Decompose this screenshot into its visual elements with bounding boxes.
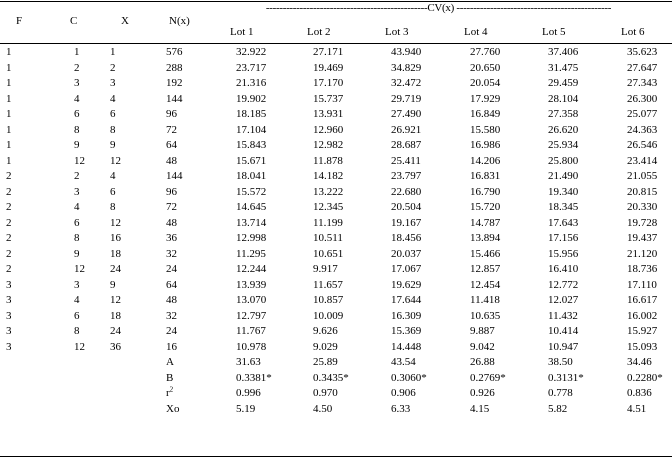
table-row xyxy=(0,231,672,247)
cell-n: 48 xyxy=(166,154,177,167)
cell-n: 32 xyxy=(166,247,177,260)
cell-f: 3 xyxy=(6,325,12,337)
cell-lot-3: 27.490 xyxy=(391,108,422,120)
cell-lot-4: 16.790 xyxy=(470,185,501,198)
cell-lot-5: 17.156 xyxy=(548,232,579,244)
cell-x: 3 xyxy=(110,77,116,89)
summary-label-text: B xyxy=(166,371,174,384)
summary-lot-4: 0.2769* xyxy=(470,371,506,384)
summary-lot-3: 0.3060* xyxy=(391,371,427,384)
cell-lot-5: 25.800 xyxy=(548,154,579,167)
cell-lot-5: 16.410 xyxy=(548,263,579,275)
table-row xyxy=(0,278,672,294)
cell-f: 1 xyxy=(6,92,12,105)
cell-f: 2 xyxy=(6,216,12,229)
cell-c: 12 xyxy=(74,263,85,275)
summary-label-text: Xo xyxy=(166,402,180,415)
cell-lot-4: 14.206 xyxy=(470,154,501,167)
cell-lot-5: 10.947 xyxy=(548,340,579,353)
cell-lot-3: 19.629 xyxy=(391,278,422,291)
cell-lot-2: 9.029 xyxy=(313,340,338,353)
cell-lot-4: 15.466 xyxy=(470,247,501,260)
cell-f: 2 xyxy=(6,185,12,198)
cell-lot-6: 20.330 xyxy=(627,201,658,213)
cell-f: 1 xyxy=(6,46,12,58)
table-row xyxy=(0,262,672,278)
cell-lot-4: 13.894 xyxy=(470,232,501,244)
cell-lot-1: 15.572 xyxy=(236,185,267,198)
cv-table xyxy=(0,45,672,417)
cell-lot-5: 18.345 xyxy=(548,201,579,213)
cell-n: 144 xyxy=(166,92,183,105)
header-lot-5: Lot 5 xyxy=(542,26,566,38)
header-c: C xyxy=(70,15,78,27)
cell-lot-2: 12.960 xyxy=(313,123,344,136)
cell-lot-3: 17.067 xyxy=(391,263,422,275)
empty-cell xyxy=(104,386,166,402)
cell-lot-6: 18.736 xyxy=(627,263,658,275)
table-row xyxy=(0,138,672,154)
cell-lot-1: 32.922 xyxy=(236,46,267,58)
cell-f: 1 xyxy=(6,154,12,167)
cell-c: 12 xyxy=(74,340,85,353)
cell-lot-4: 14.787 xyxy=(470,216,501,229)
cell-x: 16 xyxy=(110,232,121,244)
cell-lot-6: 21.055 xyxy=(627,170,658,182)
cell-f: 2 xyxy=(6,263,12,275)
cell-lot-4: 16.831 xyxy=(470,170,501,182)
empty-cell xyxy=(0,371,68,387)
cell-x: 8 xyxy=(110,201,116,213)
cell-n: 36 xyxy=(166,232,177,244)
cell-lot-6: 21.120 xyxy=(627,247,658,260)
cell-lot-6: 16.617 xyxy=(627,294,658,306)
cell-lot-4: 27.760 xyxy=(470,46,501,58)
summary-lot-6: 4.51 xyxy=(627,402,647,415)
empty-cell xyxy=(68,386,104,402)
cell-lot-3: 17.644 xyxy=(391,294,422,306)
cell-lot-1: 12.244 xyxy=(236,263,267,275)
cell-lot-1: 18.041 xyxy=(236,170,267,182)
cell-lot-1: 14.645 xyxy=(236,201,267,213)
cell-c: 4 xyxy=(74,201,80,213)
cell-lot-4: 10.635 xyxy=(470,309,501,322)
cell-lot-1: 23.717 xyxy=(236,61,267,74)
cell-lot-6: 20.815 xyxy=(627,185,658,198)
cell-f: 1 xyxy=(6,108,12,120)
cell-f: 2 xyxy=(6,247,12,260)
empty-cell xyxy=(0,355,68,371)
summary-lot-2: 0.970 xyxy=(313,387,338,399)
cell-n: 192 xyxy=(166,77,183,89)
cell-n: 144 xyxy=(166,170,183,182)
summary-lot-4: 4.15 xyxy=(470,402,490,415)
cell-lot-2: 12.982 xyxy=(313,139,344,151)
cell-x: 4 xyxy=(110,92,116,105)
summary-label-text: r xyxy=(166,387,170,399)
cell-x: 12 xyxy=(110,154,121,167)
cell-lot-4: 20.054 xyxy=(470,77,501,89)
table-row xyxy=(0,309,672,325)
cell-lot-2: 10.009 xyxy=(313,309,344,322)
summary-label-text: A xyxy=(166,356,174,368)
cell-c: 6 xyxy=(74,309,80,322)
summary-lot-1: 5.19 xyxy=(236,402,256,415)
table-row xyxy=(0,324,672,340)
cell-lot-6: 24.363 xyxy=(627,123,658,136)
summary-lot-3: 0.906 xyxy=(391,387,416,399)
cell-lot-4: 9.887 xyxy=(470,325,495,337)
cell-lot-2: 10.511 xyxy=(313,232,343,244)
cell-lot-3: 14.448 xyxy=(391,340,422,353)
cell-lot-4: 11.418 xyxy=(470,294,500,306)
summary-lot-1: 31.63 xyxy=(236,356,261,368)
cell-lot-5: 15.956 xyxy=(548,247,579,260)
summary-lot-5: 5.82 xyxy=(548,402,568,415)
cell-c: 8 xyxy=(74,123,80,136)
cell-x: 9 xyxy=(110,139,116,151)
cell-lot-1: 13.714 xyxy=(236,216,267,229)
cell-x: 12 xyxy=(110,216,121,229)
cell-lot-3: 23.797 xyxy=(391,170,422,182)
cell-lot-6: 26.300 xyxy=(627,92,658,105)
cell-lot-5: 28.104 xyxy=(548,92,579,105)
cell-lot-2: 14.182 xyxy=(313,170,344,182)
cell-lot-4: 16.986 xyxy=(470,139,501,151)
cell-lot-4: 15.580 xyxy=(470,123,501,136)
cell-lot-5: 17.643 xyxy=(548,216,579,229)
summary-lot-1: 0.996 xyxy=(236,387,261,399)
cell-lot-3: 34.829 xyxy=(391,61,422,74)
cell-lot-6: 17.110 xyxy=(627,278,657,291)
cell-lot-1: 13.070 xyxy=(236,294,267,306)
cell-n: 24 xyxy=(166,263,177,275)
header-lot-4: Lot 4 xyxy=(464,26,488,38)
cell-lot-2: 11.199 xyxy=(313,216,343,229)
cell-lot-3: 19.167 xyxy=(391,216,422,229)
cell-lot-2: 10.651 xyxy=(313,247,344,260)
cell-lot-5: 10.414 xyxy=(548,325,579,337)
cell-lot-3: 43.940 xyxy=(391,46,422,58)
cell-lot-6: 15.093 xyxy=(627,340,658,353)
cell-x: 4 xyxy=(110,170,116,182)
table-row xyxy=(0,200,672,216)
cell-c: 2 xyxy=(74,170,80,182)
summary-lot-4: 26.88 xyxy=(470,356,495,368)
cell-lot-4: 9.042 xyxy=(470,340,495,353)
cell-lot-2: 17.170 xyxy=(313,77,344,89)
header-n: N(x) xyxy=(169,15,190,27)
cell-lot-4: 12.857 xyxy=(470,263,501,275)
table-row xyxy=(0,247,672,263)
cell-n: 24 xyxy=(166,325,177,337)
cell-lot-5: 37.406 xyxy=(548,46,579,58)
table-row xyxy=(0,76,672,92)
cell-lot-5: 27.358 xyxy=(548,108,579,120)
cell-lot-2: 9.626 xyxy=(313,325,338,337)
cell-lot-1: 19.902 xyxy=(236,92,267,105)
cell-lot-1: 12.998 xyxy=(236,232,267,244)
table-row xyxy=(0,92,672,108)
cell-c: 3 xyxy=(74,77,80,89)
summary-lot-2: 25.89 xyxy=(313,356,338,368)
cell-x: 2 xyxy=(110,61,116,74)
table-row xyxy=(0,293,672,309)
table-row xyxy=(0,154,672,170)
table-row xyxy=(0,107,672,123)
cell-lot-6: 19.437 xyxy=(627,232,658,244)
cell-c: 6 xyxy=(74,216,80,229)
summary-lot-3: 6.33 xyxy=(391,402,411,415)
summary-lot-6: 0.836 xyxy=(627,387,652,399)
cell-x: 24 xyxy=(110,263,121,275)
cell-lot-1: 21.316 xyxy=(236,77,267,89)
table-row xyxy=(0,45,672,61)
cell-n: 288 xyxy=(166,61,183,74)
cell-lot-4: 12.454 xyxy=(470,278,501,291)
cell-lot-4: 17.929 xyxy=(470,92,501,105)
cell-c: 8 xyxy=(74,325,80,337)
cell-n: 96 xyxy=(166,108,177,120)
cell-x: 1 xyxy=(110,46,116,58)
cell-c: 9 xyxy=(74,247,80,260)
summary-lot-5: 0.778 xyxy=(548,387,573,399)
cell-lot-3: 32.472 xyxy=(391,77,422,89)
cell-lot-2: 9.917 xyxy=(313,263,338,275)
cell-f: 1 xyxy=(6,61,12,74)
table-row xyxy=(0,123,672,139)
cell-lot-4: 15.720 xyxy=(470,201,501,213)
summary-label xyxy=(166,402,236,418)
cell-lot-6: 16.002 xyxy=(627,309,658,322)
cell-lot-3: 18.456 xyxy=(391,232,422,244)
cell-lot-2: 13.931 xyxy=(313,108,344,120)
cell-x: 6 xyxy=(110,108,116,120)
cv-group-header: ------------------------------------------------CV(x) ---------------------------------------------- xyxy=(265,2,612,14)
cell-n: 72 xyxy=(166,123,177,136)
empty-cell xyxy=(68,371,104,387)
header-lot-1: Lot 1 xyxy=(230,26,254,38)
summary-lot-4: 0.926 xyxy=(470,387,495,399)
cell-c: 6 xyxy=(74,108,80,120)
cell-f: 2 xyxy=(6,201,12,213)
cell-lot-5: 21.490 xyxy=(548,170,579,182)
cell-n: 72 xyxy=(166,201,177,213)
cell-lot-2: 12.345 xyxy=(313,201,344,213)
cell-c: 4 xyxy=(74,294,80,306)
table-row xyxy=(0,340,672,356)
cell-lot-3: 16.309 xyxy=(391,309,422,322)
cell-lot-5: 12.772 xyxy=(548,278,579,291)
cell-lot-6: 15.927 xyxy=(627,325,658,337)
cell-n: 32 xyxy=(166,309,177,322)
cell-lot-2: 15.737 xyxy=(313,92,344,105)
empty-cell xyxy=(68,402,104,418)
cell-n: 64 xyxy=(166,139,177,151)
header-f: F xyxy=(16,15,23,27)
cell-lot-1: 13.939 xyxy=(236,278,267,291)
header-lot-6: Lot 6 xyxy=(621,26,645,38)
cell-lot-6: 26.546 xyxy=(627,139,658,151)
summary-lot-2: 0.3435* xyxy=(313,371,349,384)
cell-lot-6: 35.623 xyxy=(627,46,658,58)
summary-lot-1: 0.3381* xyxy=(236,371,272,384)
cell-c: 4 xyxy=(74,92,80,105)
header-x: X xyxy=(121,15,129,27)
summary-lot-5: 0.3131* xyxy=(548,371,584,384)
cell-lot-3: 25.411 xyxy=(391,154,421,167)
cell-c: 12 xyxy=(74,154,85,167)
empty-cell xyxy=(104,402,166,418)
header-lot-2: Lot 2 xyxy=(307,26,331,38)
cell-lot-1: 18.185 xyxy=(236,108,267,120)
cell-c: 3 xyxy=(74,185,80,198)
summary-lot-5: 38.50 xyxy=(548,356,573,368)
cell-lot-1: 11.295 xyxy=(236,247,266,260)
cell-lot-3: 29.719 xyxy=(391,92,422,105)
cell-lot-6: 19.728 xyxy=(627,216,658,229)
cell-f: 1 xyxy=(6,123,12,136)
cell-lot-2: 13.222 xyxy=(313,185,344,198)
cell-lot-3: 22.680 xyxy=(391,185,422,198)
summary-row xyxy=(0,355,672,371)
empty-cell xyxy=(0,386,68,402)
cell-c: 3 xyxy=(74,278,80,291)
cell-lot-3: 28.687 xyxy=(391,139,422,151)
cell-n: 96 xyxy=(166,185,177,198)
header-rule xyxy=(0,43,672,44)
summary-row xyxy=(0,402,672,418)
cell-c: 9 xyxy=(74,139,80,151)
cell-lot-3: 20.504 xyxy=(391,201,422,213)
cell-lot-4: 20.650 xyxy=(470,61,501,74)
summary-lot-6: 0.2280* xyxy=(627,371,663,384)
cell-f: 3 xyxy=(6,309,12,322)
cell-lot-6: 27.647 xyxy=(627,61,658,74)
cell-lot-1: 12.797 xyxy=(236,309,267,322)
cell-lot-5: 25.934 xyxy=(548,139,579,151)
cell-n: 16 xyxy=(166,340,177,353)
table-row xyxy=(0,169,672,185)
cell-lot-5: 26.620 xyxy=(548,123,579,136)
bottom-rule xyxy=(0,456,672,457)
cell-f: 3 xyxy=(6,294,12,306)
summary-label xyxy=(166,355,236,371)
empty-cell xyxy=(0,402,68,418)
cell-n: 48 xyxy=(166,294,177,306)
cell-lot-5: 19.340 xyxy=(548,185,579,198)
cell-f: 2 xyxy=(6,232,12,244)
cell-lot-2: 27.171 xyxy=(313,46,344,58)
cell-lot-1: 17.104 xyxy=(236,123,267,136)
cell-x: 8 xyxy=(110,123,116,136)
cell-n: 48 xyxy=(166,216,177,229)
cell-lot-1: 10.978 xyxy=(236,340,267,353)
table-row xyxy=(0,61,672,77)
cell-lot-2: 19.469 xyxy=(313,61,344,74)
cell-lot-3: 20.037 xyxy=(391,247,422,260)
cell-f: 1 xyxy=(6,139,12,151)
summary-label xyxy=(166,371,236,387)
summary-lot-6: 34.46 xyxy=(627,356,652,368)
cell-f: 2 xyxy=(6,170,12,182)
cell-f: 3 xyxy=(6,278,12,291)
summary-row xyxy=(0,371,672,387)
cell-c: 2 xyxy=(74,61,80,74)
summary-label-superscript: 2 xyxy=(169,385,174,394)
cell-lot-1: 15.843 xyxy=(236,139,267,151)
cell-c: 1 xyxy=(74,46,80,58)
cell-lot-6: 23.414 xyxy=(627,154,658,167)
cell-lot-2: 11.657 xyxy=(313,278,343,291)
cell-x: 18 xyxy=(110,247,121,260)
cell-x: 9 xyxy=(110,278,116,291)
cell-lot-1: 11.767 xyxy=(236,325,266,337)
table-row xyxy=(0,216,672,232)
cell-x: 18 xyxy=(110,309,121,322)
cell-lot-3: 15.369 xyxy=(391,325,422,337)
header-lot-3: Lot 3 xyxy=(385,26,409,38)
cell-c: 8 xyxy=(74,232,80,244)
cell-x: 36 xyxy=(110,340,121,353)
cell-lot-3: 26.921 xyxy=(391,123,422,136)
cell-lot-5: 29.459 xyxy=(548,77,579,89)
cell-lot-4: 16.849 xyxy=(470,108,501,120)
empty-cell xyxy=(104,371,166,387)
summary-label xyxy=(166,386,236,402)
cell-n: 64 xyxy=(166,278,177,291)
cell-x: 12 xyxy=(110,294,121,306)
cell-f: 3 xyxy=(6,340,12,353)
cell-f: 1 xyxy=(6,77,12,89)
cell-x: 24 xyxy=(110,325,121,337)
cell-lot-2: 10.857 xyxy=(313,294,344,306)
cell-n: 576 xyxy=(166,46,183,58)
cell-lot-1: 15.671 xyxy=(236,154,267,167)
cell-lot-5: 12.027 xyxy=(548,294,579,306)
summary-lot-3: 43.54 xyxy=(391,356,416,368)
summary-lot-2: 4.50 xyxy=(313,402,333,415)
table-body xyxy=(0,45,672,417)
empty-cell xyxy=(104,355,166,371)
summary-row xyxy=(0,386,672,402)
cell-lot-5: 31.475 xyxy=(548,61,579,74)
cell-lot-6: 27.343 xyxy=(627,77,658,89)
cell-lot-2: 11.878 xyxy=(313,154,343,167)
cell-x: 6 xyxy=(110,185,116,198)
table-row xyxy=(0,185,672,201)
empty-cell xyxy=(68,355,104,371)
cell-lot-5: 11.432 xyxy=(548,309,578,322)
cell-lot-6: 25.077 xyxy=(627,108,658,120)
